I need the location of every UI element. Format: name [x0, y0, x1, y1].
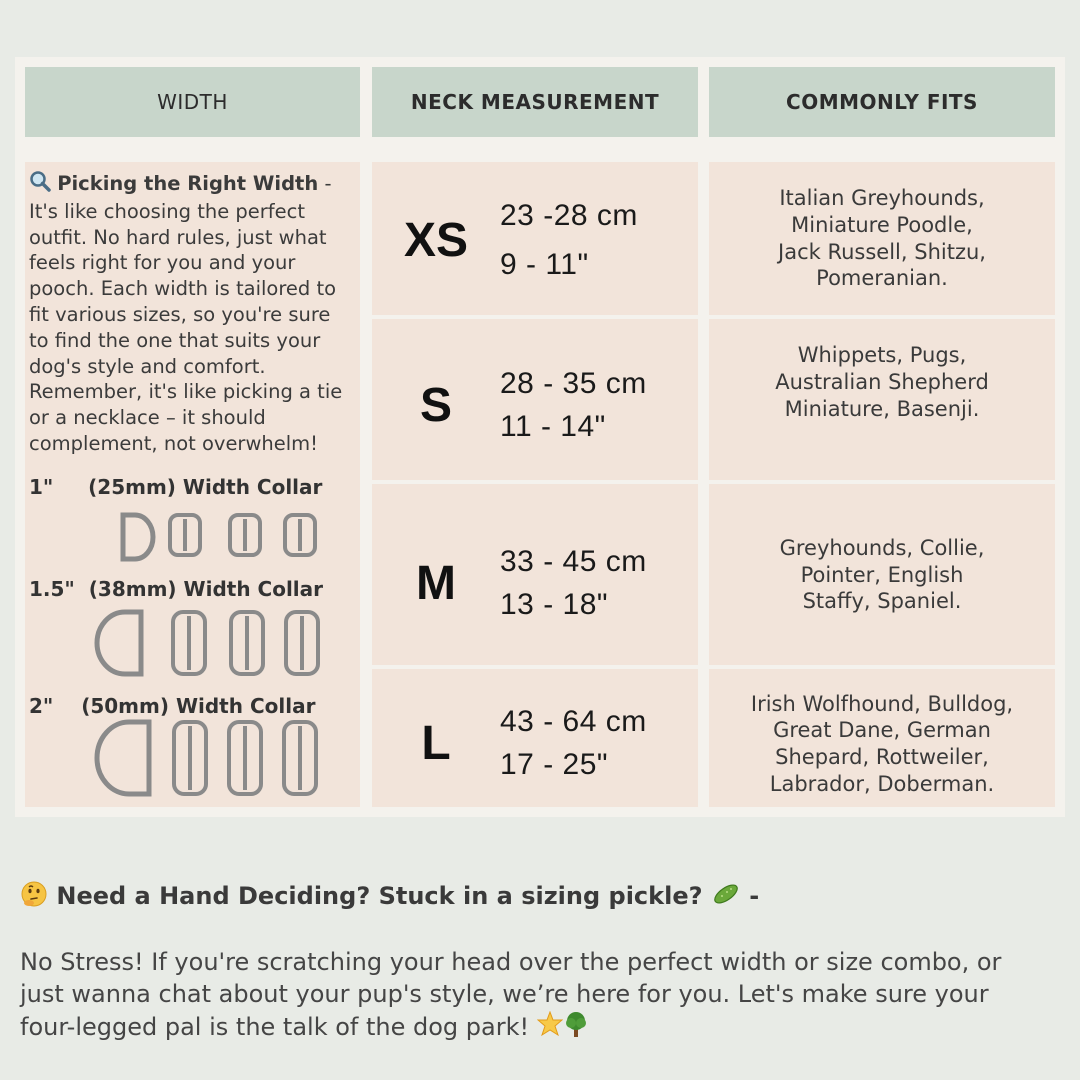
size-row-m — [372, 538, 698, 628]
help-body-text: No Stress! If you're scratching your head over the perfect width or size combo, or just wanna chat about your pup's style, we’re here for you. Let's make sure your four-legged pal is the talk of the dog park! — [20, 948, 1002, 1041]
help-body — [20, 946, 1020, 1046]
fits-line: Greyhounds, Collie, — [779, 535, 985, 560]
size-measurement — [500, 540, 647, 626]
width-guide-cell — [25, 162, 360, 807]
fits-line: Jack Russell, Shitzu, — [778, 239, 986, 264]
header-width: WIDTH — [25, 67, 360, 137]
size-s-fits — [709, 330, 1055, 435]
fits-line: Shepard, Rottweiler, — [775, 745, 989, 769]
help-title-text: Need a Hand Deciding? Stuck in a sizing pickle? — [56, 882, 703, 910]
fits-line: Pointer, English — [800, 562, 964, 587]
size-code: S — [419, 378, 452, 432]
size-cm: 28 - 35 cm — [500, 367, 647, 400]
header-neck-measurement: NECK MEASUREMENT — [372, 67, 698, 137]
collar-1-hardware-icon — [103, 511, 318, 563]
size-row-l — [372, 698, 698, 788]
star-icon — [537, 1011, 563, 1045]
fits-line: Pomeranian. — [816, 266, 948, 291]
fits-line: Australian Shepherd — [775, 370, 989, 395]
collar-3-hardware-icon — [93, 718, 323, 798]
fits-line: Italian Greyhounds, — [779, 186, 985, 211]
size-inch: 13 - 18" — [500, 588, 609, 621]
size-cm: 23 -28 cm — [500, 199, 638, 232]
size-inch: 17 - 25" — [500, 748, 609, 781]
collar-1-title: 1" (25mm) Width Collar — [29, 475, 323, 499]
header-commonly-fits: COMMONLY FITS — [709, 67, 1055, 137]
collar-2-hardware-icon — [93, 608, 323, 678]
thinking-face-icon — [20, 880, 48, 914]
size-inch: 9 - 11" — [500, 248, 589, 281]
size-row-xs — [372, 190, 698, 290]
size-measurement — [500, 362, 647, 448]
collar-3-hardware-image — [93, 718, 323, 798]
fits-line: Irish Wolfhound, Bulldog, — [750, 691, 1014, 716]
collar-2-title: 1.5" (38mm) Width Collar — [29, 577, 324, 601]
fits-line: Miniature, Basenji. — [784, 396, 980, 421]
collar-1-hardware-image — [103, 511, 318, 563]
collar-2-hardware-image — [93, 608, 323, 678]
fits-line: Great Dane, German — [773, 718, 991, 743]
width-intro-text: - It's like choosing the perfect outfit. No hard rules, just what feels right for you and your pooch. Each width is tailored to fit various sizes, so you're sure to find the one that suits your dog's style and comfort. Remember, it's like picking a tie or a necklace – it should complement, not overwhelm! — [29, 171, 343, 455]
help-title-suffix: - — [740, 882, 760, 910]
fits-line: Labrador, Doberman. — [769, 771, 995, 796]
size-xs-fits — [709, 162, 1055, 315]
fits-line: Staffy, Spaniel. — [802, 589, 962, 614]
tree-icon — [563, 1010, 589, 1046]
size-cm: 43 - 64 cm — [500, 705, 647, 738]
size-row-s — [372, 360, 698, 450]
magnifier-emoji-icon — [29, 170, 51, 199]
size-measurement — [500, 700, 647, 786]
fits-line: Miniature Poodle, — [791, 212, 973, 237]
collar-3-title: 2" (50mm) Width Collar — [29, 694, 316, 718]
size-measurement — [500, 194, 638, 286]
width-intro-title: Picking the Right Width — [57, 171, 319, 195]
cucumber-icon — [711, 880, 741, 914]
size-m-fits — [709, 520, 1055, 630]
size-code: M — [416, 556, 456, 610]
width-intro — [29, 170, 354, 457]
size-code: XS — [403, 213, 469, 267]
help-title — [20, 880, 759, 914]
fits-line: Whippets, Pugs, — [797, 343, 967, 368]
size-inch: 11 - 14" — [500, 410, 606, 443]
size-l-fits — [709, 684, 1055, 804]
size-cm: 33 - 45 cm — [500, 545, 647, 578]
size-code: L — [421, 716, 451, 770]
